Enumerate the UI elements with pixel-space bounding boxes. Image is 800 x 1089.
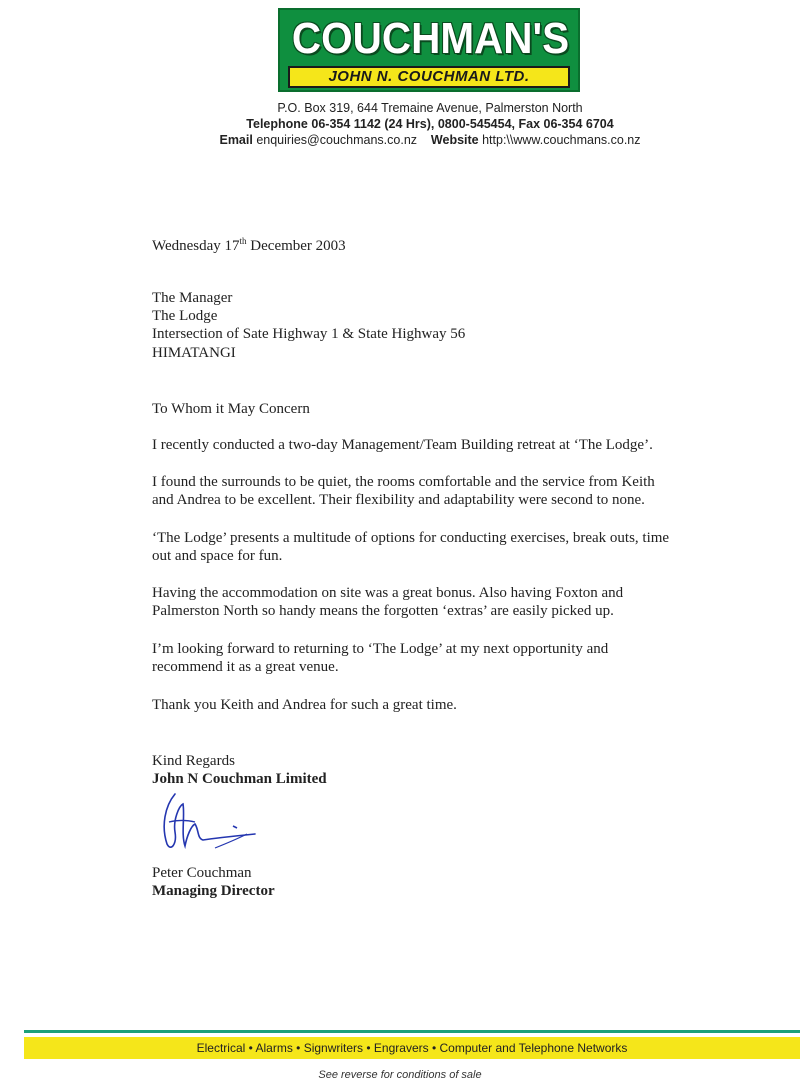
paragraph-line: I found the surrounds to be quiet, the rooms comfortable and the service from Keith bbox=[152, 474, 655, 490]
closing: Kind Regards bbox=[152, 753, 235, 769]
signature-image bbox=[155, 786, 265, 866]
website-value: http:\\www.couchmans.co.nz bbox=[482, 133, 641, 147]
paragraph-line: out and space for fun. bbox=[152, 548, 283, 564]
telephone-label: Telephone bbox=[246, 117, 308, 131]
paragraph-line: and Andrea to be excellent. Their flexibility and adaptability were second to none. bbox=[152, 492, 645, 508]
paragraph-line: recommend it as a great venue. bbox=[152, 659, 339, 675]
company-name: John N Couchman Limited bbox=[152, 771, 327, 787]
letter-date bbox=[152, 232, 346, 255]
footer-note: See reverse for conditions of sale bbox=[318, 1069, 482, 1081]
company-web-contact bbox=[150, 133, 710, 147]
email-label: Email bbox=[219, 133, 253, 147]
footer-services: Electrical • Alarms • Signwriters • Engravers • Computer and Telephone Networks bbox=[24, 1037, 800, 1059]
recipient-line: HIMATANGI bbox=[152, 345, 236, 361]
paragraph-line: Thank you Keith and Andrea for such a great time. bbox=[152, 697, 457, 713]
website-label: Website bbox=[430, 133, 479, 147]
date-ordinal: th bbox=[239, 236, 247, 246]
company-logo bbox=[278, 8, 580, 92]
telephone-value: 06-354 1142 (24 Hrs), 0800-545454, Fax 06-354 6704 bbox=[311, 117, 614, 131]
recipient-line: Intersection of Sate Highway 1 & State Highway 56 bbox=[152, 326, 466, 342]
paragraph-line: I’m looking forward to returning to ‘The Lodge’ at my next opportunity and bbox=[152, 641, 609, 657]
signer-name: Peter Couchman bbox=[152, 865, 252, 881]
footer-divider bbox=[24, 1030, 800, 1033]
company-phone bbox=[150, 117, 710, 131]
logo-subtitle: JOHN N. COUCHMAN LTD. bbox=[288, 66, 570, 88]
paragraph-line: Palmerston North so handy means the forgotten ‘extras’ are easily picked up. bbox=[152, 603, 614, 619]
signer-title: Managing Director bbox=[152, 883, 275, 899]
logo-title: COUCHMAN'S bbox=[291, 14, 570, 63]
recipient-line: The Manager bbox=[152, 290, 233, 306]
paragraph-line: ‘The Lodge’ presents a multitude of options for conducting exercises, break outs, time bbox=[152, 530, 670, 546]
date-prefix: Wednesday 17 bbox=[152, 238, 240, 254]
salutation: To Whom it May Concern bbox=[152, 401, 310, 417]
company-address: P.O. Box 319, 644 Tremaine Avenue, Palmerston North bbox=[277, 101, 583, 115]
email-value: enquiries@couchmans.co.nz bbox=[256, 133, 418, 147]
paragraph-line: I recently conducted a two-day Management/Team Building retreat at ‘The Lodge’. bbox=[152, 437, 653, 453]
recipient-line: The Lodge bbox=[152, 308, 218, 324]
paragraph-line: Having the accommodation on site was a great bonus. Also having Foxton and bbox=[152, 585, 624, 601]
date-suffix: December 2003 bbox=[246, 238, 346, 254]
